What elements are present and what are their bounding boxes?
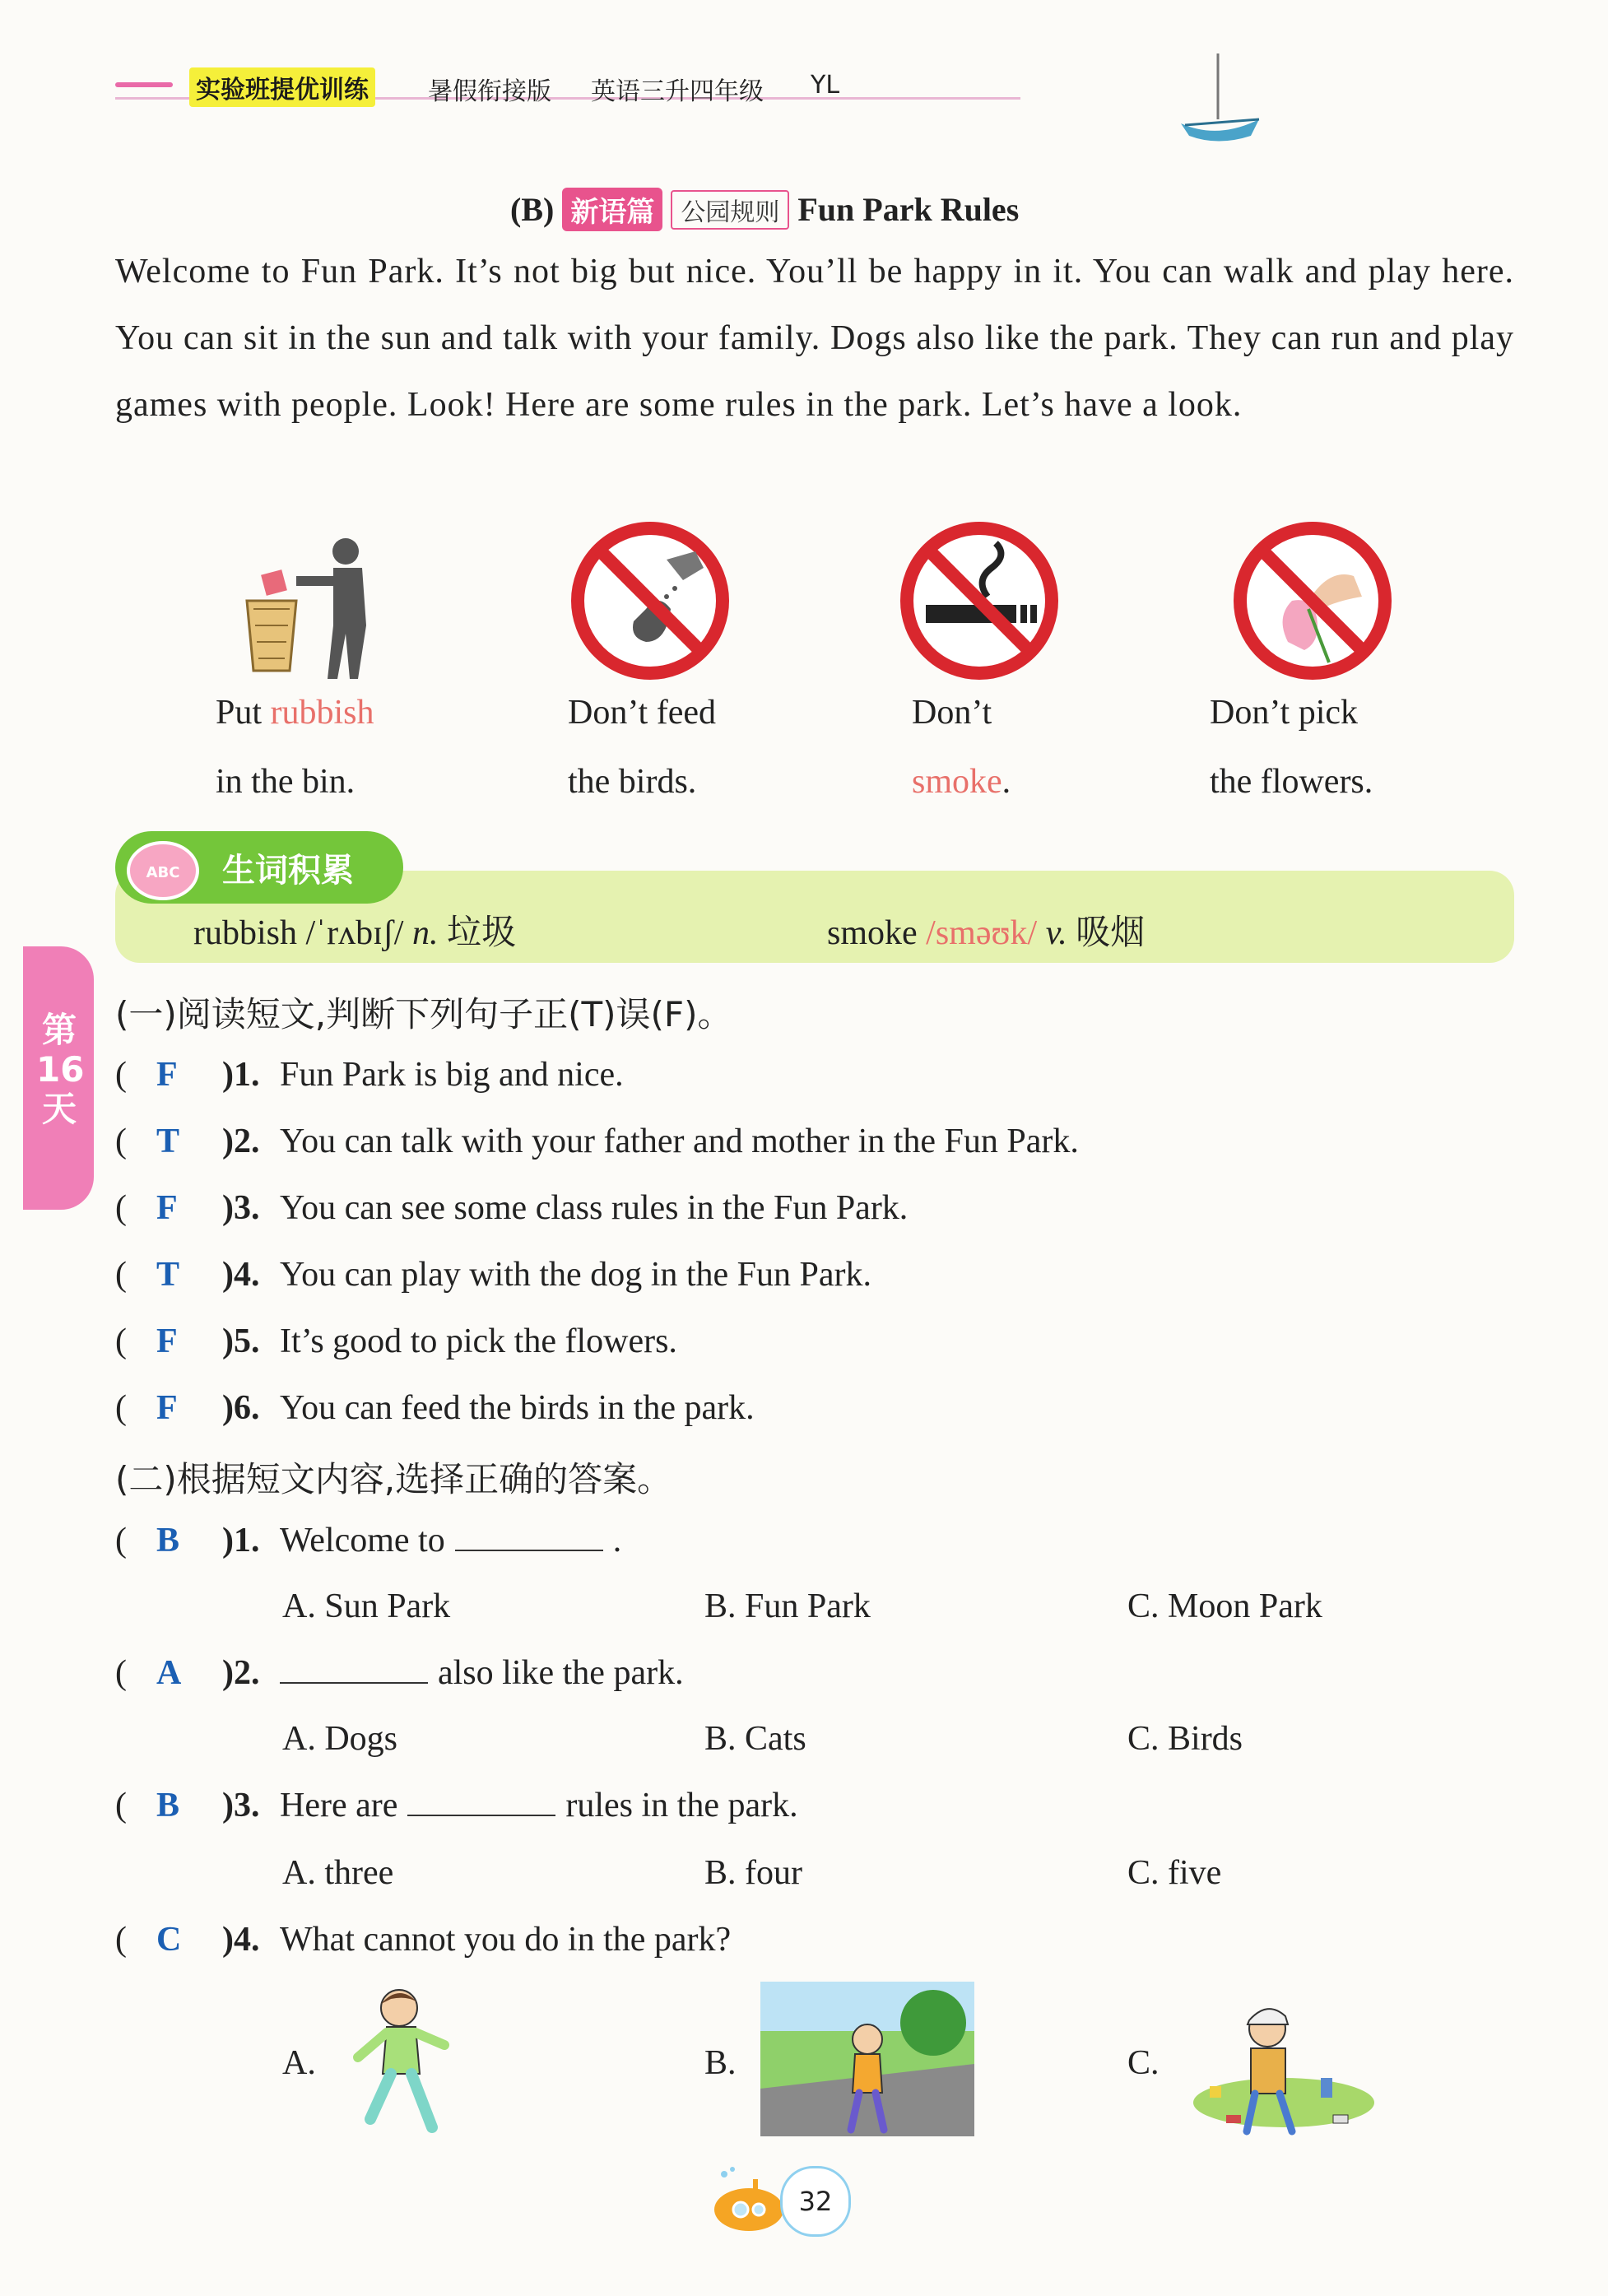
tf-answer: F — [156, 1189, 178, 1227]
answer-blank — [280, 1657, 428, 1684]
boy-walking-in-park-picture — [760, 1982, 974, 2136]
tf-item: ( F )1. Fun Park is big and nice. — [115, 1056, 624, 1094]
day-side-label: 第16天 — [36, 1010, 85, 1129]
part2-heading: (二)根据短文内容,选择正确的答案。 — [115, 1459, 672, 1499]
option: C. Birds — [1127, 1720, 1243, 1758]
mc-question: ( B )3. Here are rules in the park. — [115, 1787, 798, 1824]
tf-answer: F — [156, 1056, 178, 1094]
new-passage-tag: 新语篇 — [562, 188, 662, 231]
subject-label: 英语三升四年级 — [591, 77, 764, 106]
option: B. Cats — [704, 1720, 806, 1758]
rubbish-bin-sign-icon — [230, 518, 395, 683]
mc-question: ( A )2. also like the park. — [115, 1654, 684, 1692]
section-label: (B) — [510, 191, 555, 228]
tf-item: ( T )4. You can play with the dog in the Fun Park. — [115, 1256, 872, 1294]
tf-item: ( F )5. It’s good to pick the flowers. — [115, 1322, 677, 1360]
vocab-title: 生词积累 — [222, 852, 354, 890]
answer-blank — [407, 1790, 555, 1816]
mc-answer: A — [156, 1654, 182, 1692]
answer-blank — [455, 1525, 603, 1551]
page-number: 32 — [780, 2166, 851, 2237]
tf-answer: F — [156, 1322, 178, 1360]
boat-icon — [1169, 49, 1267, 148]
header-accent — [115, 82, 173, 87]
submarine-icon — [708, 2164, 790, 2238]
option: A. three — [282, 1854, 394, 1892]
tf-item: ( F )6. You can feed the birds in the park. — [115, 1389, 755, 1427]
part1-heading: (一)阅读短文,判断下列句子正(T)误(F)。 — [115, 994, 732, 1034]
sign-caption-smoke: Don’t smoke. — [912, 694, 1011, 801]
sign-caption-feed-birds: Don’t feed the birds. — [568, 694, 716, 801]
sign-caption-pick-flowers: Don’t pick the flowers. — [1210, 694, 1373, 801]
series-title: 实验班提优训练 — [189, 67, 375, 107]
passage-title: Fun Park Rules — [797, 191, 1020, 228]
mc-question: ( B )1. Welcome to . — [115, 1522, 622, 1559]
no-picking-flowers-sign-icon — [1230, 518, 1395, 683]
mc-answer: B — [156, 1522, 180, 1559]
edition-label: 暑假衔接版 — [428, 77, 551, 106]
piggy-label: ABC — [146, 864, 180, 881]
option: A. Sun Park — [282, 1587, 451, 1625]
tf-answer: T — [156, 1122, 180, 1160]
option: B. Fun Park — [704, 1587, 871, 1625]
section-title-row — [510, 188, 1019, 231]
no-feeding-birds-sign-icon — [568, 518, 732, 683]
mc-answer: B — [156, 1787, 180, 1824]
option: C. Moon Park — [1127, 1587, 1322, 1625]
code-label: YL — [811, 71, 840, 100]
option: B. four — [704, 1854, 802, 1892]
tf-item: ( F )3. You can see some class rules in the Fun Park. — [115, 1189, 909, 1227]
mc-answer: C — [156, 1921, 182, 1959]
option: C. five — [1127, 1854, 1222, 1892]
option: C. — [1127, 2044, 1160, 2082]
option: B. — [704, 2044, 737, 2082]
no-smoking-sign-icon — [897, 518, 1062, 683]
tf-answer: F — [156, 1389, 178, 1427]
running-boy-picture — [342, 1979, 457, 2144]
option: A. — [282, 2044, 316, 2082]
vocab-entry-smoke: smoke /sməʊk/ v. 吸烟 — [827, 912, 1146, 952]
sign-caption-rubbish: Put rubbish in the bin. — [216, 694, 374, 801]
reading-passage: Welcome to Fun Park. It’s not big but nice. You’ll be happy in it. You can walk and play here. You can sit in the sun and talk with your family. Dogs also like the park. They can run and play games with people. Look! Here are some rules in the park. Let’s have a look. — [115, 253, 1514, 424]
tf-item: ( T )2. You can talk with your father and mother in the Fun Park. — [115, 1122, 1079, 1160]
option: A. Dogs — [282, 1720, 398, 1758]
boy-littering-picture — [1177, 1979, 1391, 2144]
tf-answer: T — [156, 1256, 180, 1294]
piggy-bank-icon — [122, 833, 204, 904]
mc-question: ( C )4. What cannot you do in the park? — [115, 1921, 732, 1959]
vocab-entry-rubbish: rubbish /ˈrʌbɪʃ/ n. 垃圾 — [193, 912, 516, 952]
topic-tag: 公园规则 — [671, 190, 789, 230]
